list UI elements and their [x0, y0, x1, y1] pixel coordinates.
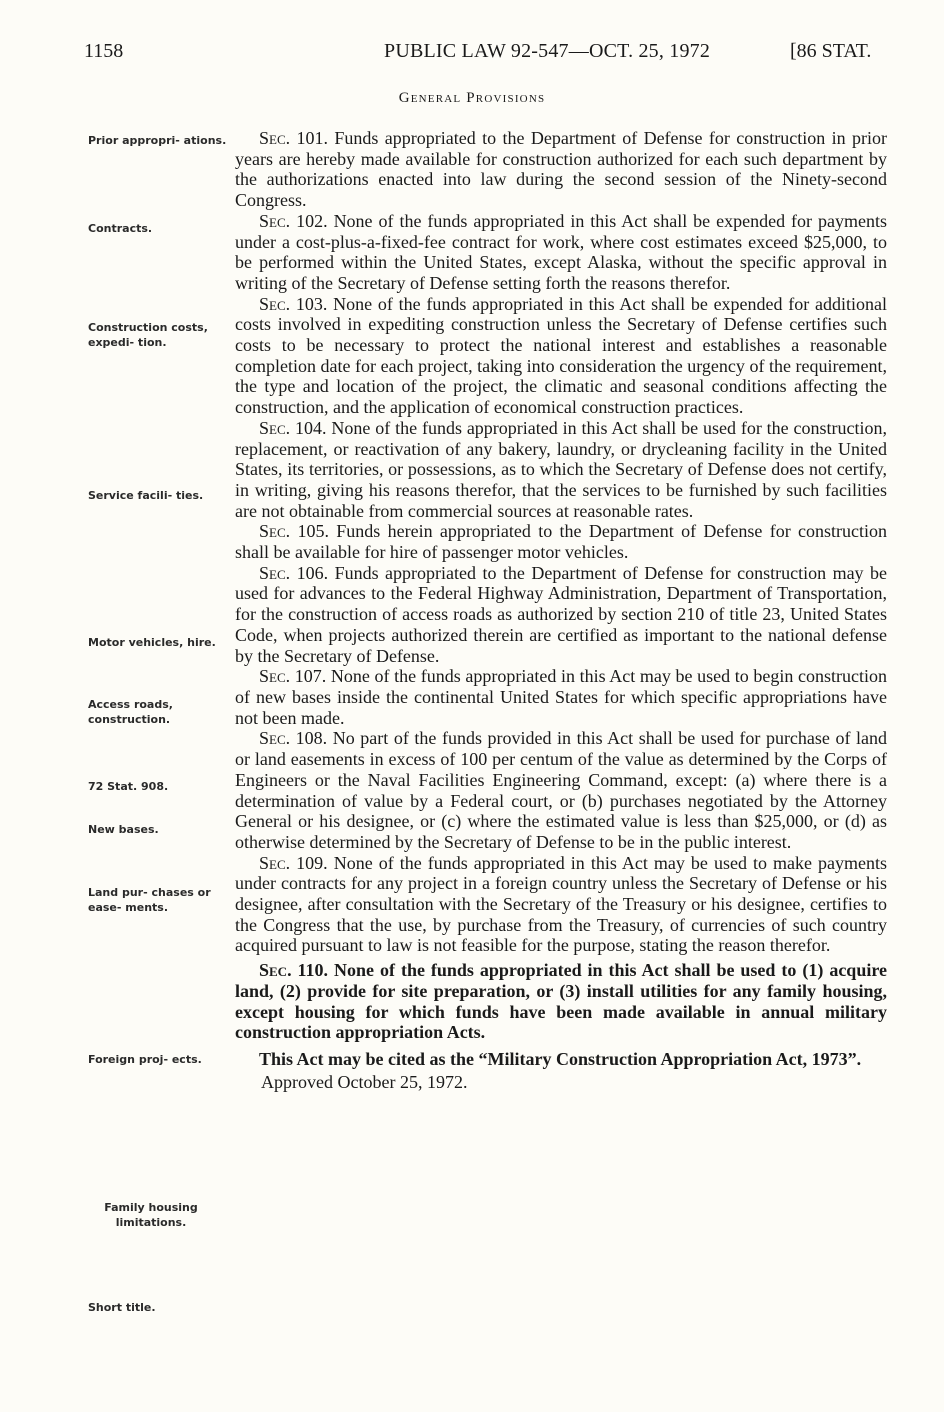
- section-text: Funds herein appropriated to the Department of Defense for construction shall be available for hire of passenger motor vehicles.: [235, 521, 888, 563]
- page-header: [0, 40, 944, 70]
- section-text: None of the funds appropriated in this Act shall be used for the construction, replacement, or reactivation of any bakery, laundry, or drycleaning facility in the United States, its territories, or possessions, as to which the Secretary of Defense does not certify, in writing, giving his reasons therefor, that the services to be furnished by such facilities are not obtainable from commercial sources at reasonable rates.: [235, 417, 888, 521]
- law-body: [235, 128, 887, 1092]
- section-text: None of the funds appropriated in this Act shall be expended for additional costs involved in expediting construction unless the Secretary of Defense certifies such costs to be necessary to protect the national interest and establishes a reasonable completion date for each project, taking into consideration the urgency of the requirement, the type and location of the project, the climatic and seasonal conditions affecting the construction, and the application of economical construction practices.: [235, 293, 888, 418]
- approval-date: Approved October 25, 1972.: [261, 1071, 468, 1092]
- section-text: Funds appropriated to the Department of Defense for construction in prior years are hereby made available for construction authorized for each such department by the authorizations enacted into law during the second session of the Ninety-second Congress.: [235, 128, 888, 211]
- section-label: Sec. 103.: [259, 293, 328, 314]
- section-text: None of the funds appropriated in this Act shall be used to (1) acquire land, (2) provide for site preparation, or (3) install utilities for any family housing, except housing for which funds have been made available in annual military construction appropriation Acts.: [235, 960, 887, 1043]
- margin-note-short-title: Short title.: [88, 1301, 156, 1314]
- section-text: None of the funds appropriated in this Act may be used to begin construction of new bases inside the continental United States for which specific appropriations have not been made.: [235, 666, 888, 728]
- page-number: 1158: [84, 40, 124, 62]
- section-103: [235, 294, 887, 418]
- margin-note-service-facilities: Service facili- ties.: [88, 489, 204, 502]
- margin-note-motor-vehicles: Motor vehicles, hire.: [88, 636, 216, 649]
- short-title-text: This Act may be cited as the “Military Construction Appropriation Act, 1973”.: [259, 1048, 862, 1069]
- margin-note-foreign-projects: Foreign proj- ects.: [88, 1053, 202, 1066]
- margin-note-access-roads: Access roads, construction.: [88, 698, 173, 726]
- section-104: [235, 418, 887, 522]
- section-text: Funds appropriated to the Department of Defense for construction may be used for advances to the Federal Highway Administration, Department of Transportation, for the construction of access roads as authorized by section 210 of title 23, United States Code, when projects authorized therein are certified as important to the national defense by the Secretary of Defense.: [235, 562, 888, 666]
- section-101: [235, 128, 887, 211]
- section-106: [235, 563, 887, 667]
- margin-note-prior-appropriations: Prior appropri- ations.: [88, 134, 227, 147]
- margin-note-construction-costs: Construction costs, expedi- tion.: [88, 321, 208, 349]
- section-label: Sec. 101.: [259, 128, 328, 148]
- section-label: Sec. 108.: [259, 728, 328, 749]
- section-110: [235, 960, 887, 1043]
- section-label: Sec. 107.: [259, 666, 327, 687]
- section-label: Sec. 109.: [259, 852, 328, 873]
- section-label: Sec. 105.: [259, 521, 329, 542]
- margin-note-new-bases: New bases.: [88, 823, 159, 836]
- statute-reference: [86 STAT.: [790, 40, 872, 62]
- margin-note-land-purchases: Land pur- chases or ease- ments.: [88, 886, 211, 914]
- section-102: [235, 211, 887, 294]
- margin-note-family-housing: Family housing limitations.: [104, 1201, 198, 1229]
- section-108: [235, 728, 887, 852]
- law-title: PUBLIC LAW 92-547—OCT. 25, 1972: [384, 40, 711, 62]
- section-105: [235, 521, 887, 562]
- section-text: No part of the funds provided in this Act shall be used for purchase of land or land easements in excess of 100 per centum of the value as determined by the Corps of Engineers or the Naval Facilities Engineering Command, except: (a) where there is a determination of value by a Federal court, or (b) purchases negotiated by the Attorney General or his designee, or (c) where the estimated value is less than $25,000, or (d) as otherwise determined by the Secretary of Defense to be in the public interest.: [235, 728, 888, 852]
- margin-note-contracts: Contracts.: [88, 222, 153, 235]
- section-text: None of the funds appropriated in this Act may be used to make payments under contracts for any project in a foreign country unless the Secretary of Defense or his designee, after consultation with the Secretary of the Treasury or his designee, certifies to the Congress that the use, by purchase from the Treasury, of currencies of such country acquired pursuant to law is not feasible for the purpose, stating the reason therefor.: [235, 852, 888, 956]
- section-label: Sec. 104.: [259, 417, 327, 438]
- section-label: Sec. 110.: [259, 960, 329, 981]
- section-109: [235, 853, 887, 957]
- section-text: None of the funds appropriated in this Act shall be expended for payments under a cost-plus-a-fixed-fee contract for work, where cost estimates exceed $25,000, to be performed within the United States, except Alaska, without the specific approval in writing of the Secretary of Defense setting forth the reasons therefor.: [235, 210, 887, 293]
- margin-note-statute-citation: 72 Stat. 908.: [88, 780, 169, 793]
- section-107: [235, 666, 887, 728]
- section-heading: General Provisions: [398, 90, 546, 106]
- section-label: Sec. 102.: [259, 210, 328, 231]
- short-title-section: [235, 1049, 887, 1070]
- section-label: Sec. 106.: [259, 562, 329, 583]
